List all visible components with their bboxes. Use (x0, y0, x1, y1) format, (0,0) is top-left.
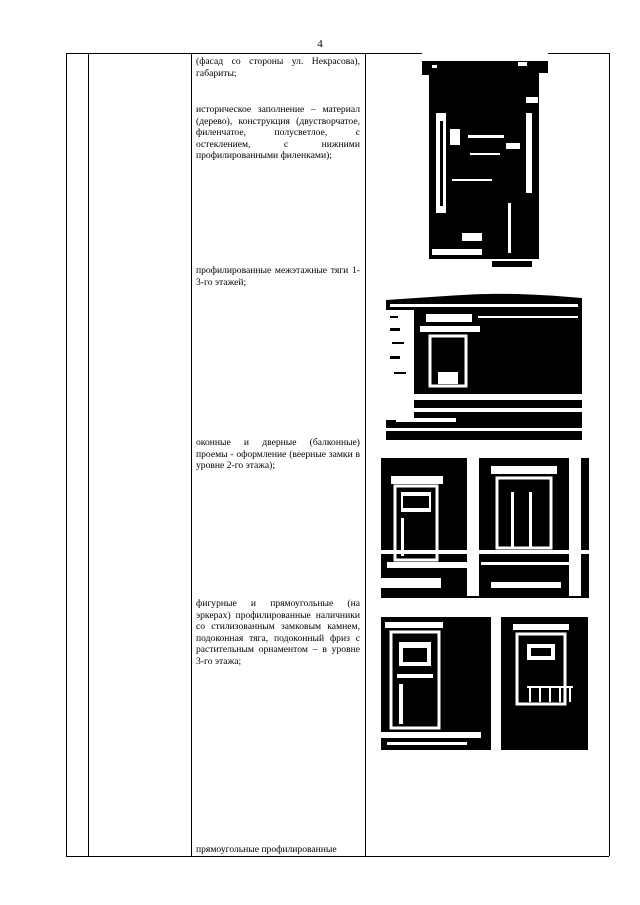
photo-interfloor-cornices (386, 286, 582, 440)
column-divider-1 (88, 53, 89, 856)
table-left-border (66, 53, 67, 856)
table-bottom-border (66, 856, 609, 857)
description-interfloor-cornices: профилированные межэтажные тяги 1-3-го этажей; (196, 265, 360, 288)
description-rectangular-profiled: прямоугольные профилированные (196, 844, 337, 855)
description-openings: оконные и дверные (балконные) проемы - оформление (веерные замки в уровне 2-го этажа); (196, 437, 360, 471)
description-dimensions: (фасад со стороны ул. Некрасова), габариты; (196, 56, 360, 79)
column-divider-2 (191, 53, 192, 856)
description-window-surrounds: фигурные и прямоугольные (на эркерах) профилированные наличники со стилизованным замковым камнем, подоконная тяга, подоконный фриз с растительным орнаментом – в уровне 3-го этажа; (196, 598, 360, 667)
page-number: 4 (317, 38, 323, 50)
table-right-border (609, 53, 610, 856)
photo-window-openings (381, 452, 589, 598)
photo-window-surrounds (381, 612, 588, 750)
photo-historic-door (422, 53, 548, 271)
description-historic-door: историческое заполнение – материал (дерево), конструкция (двустворчатое, филенчатое, полусветлое, с остеклением, с нижними профилированными филенками); (196, 104, 360, 161)
column-divider-3 (365, 53, 366, 856)
